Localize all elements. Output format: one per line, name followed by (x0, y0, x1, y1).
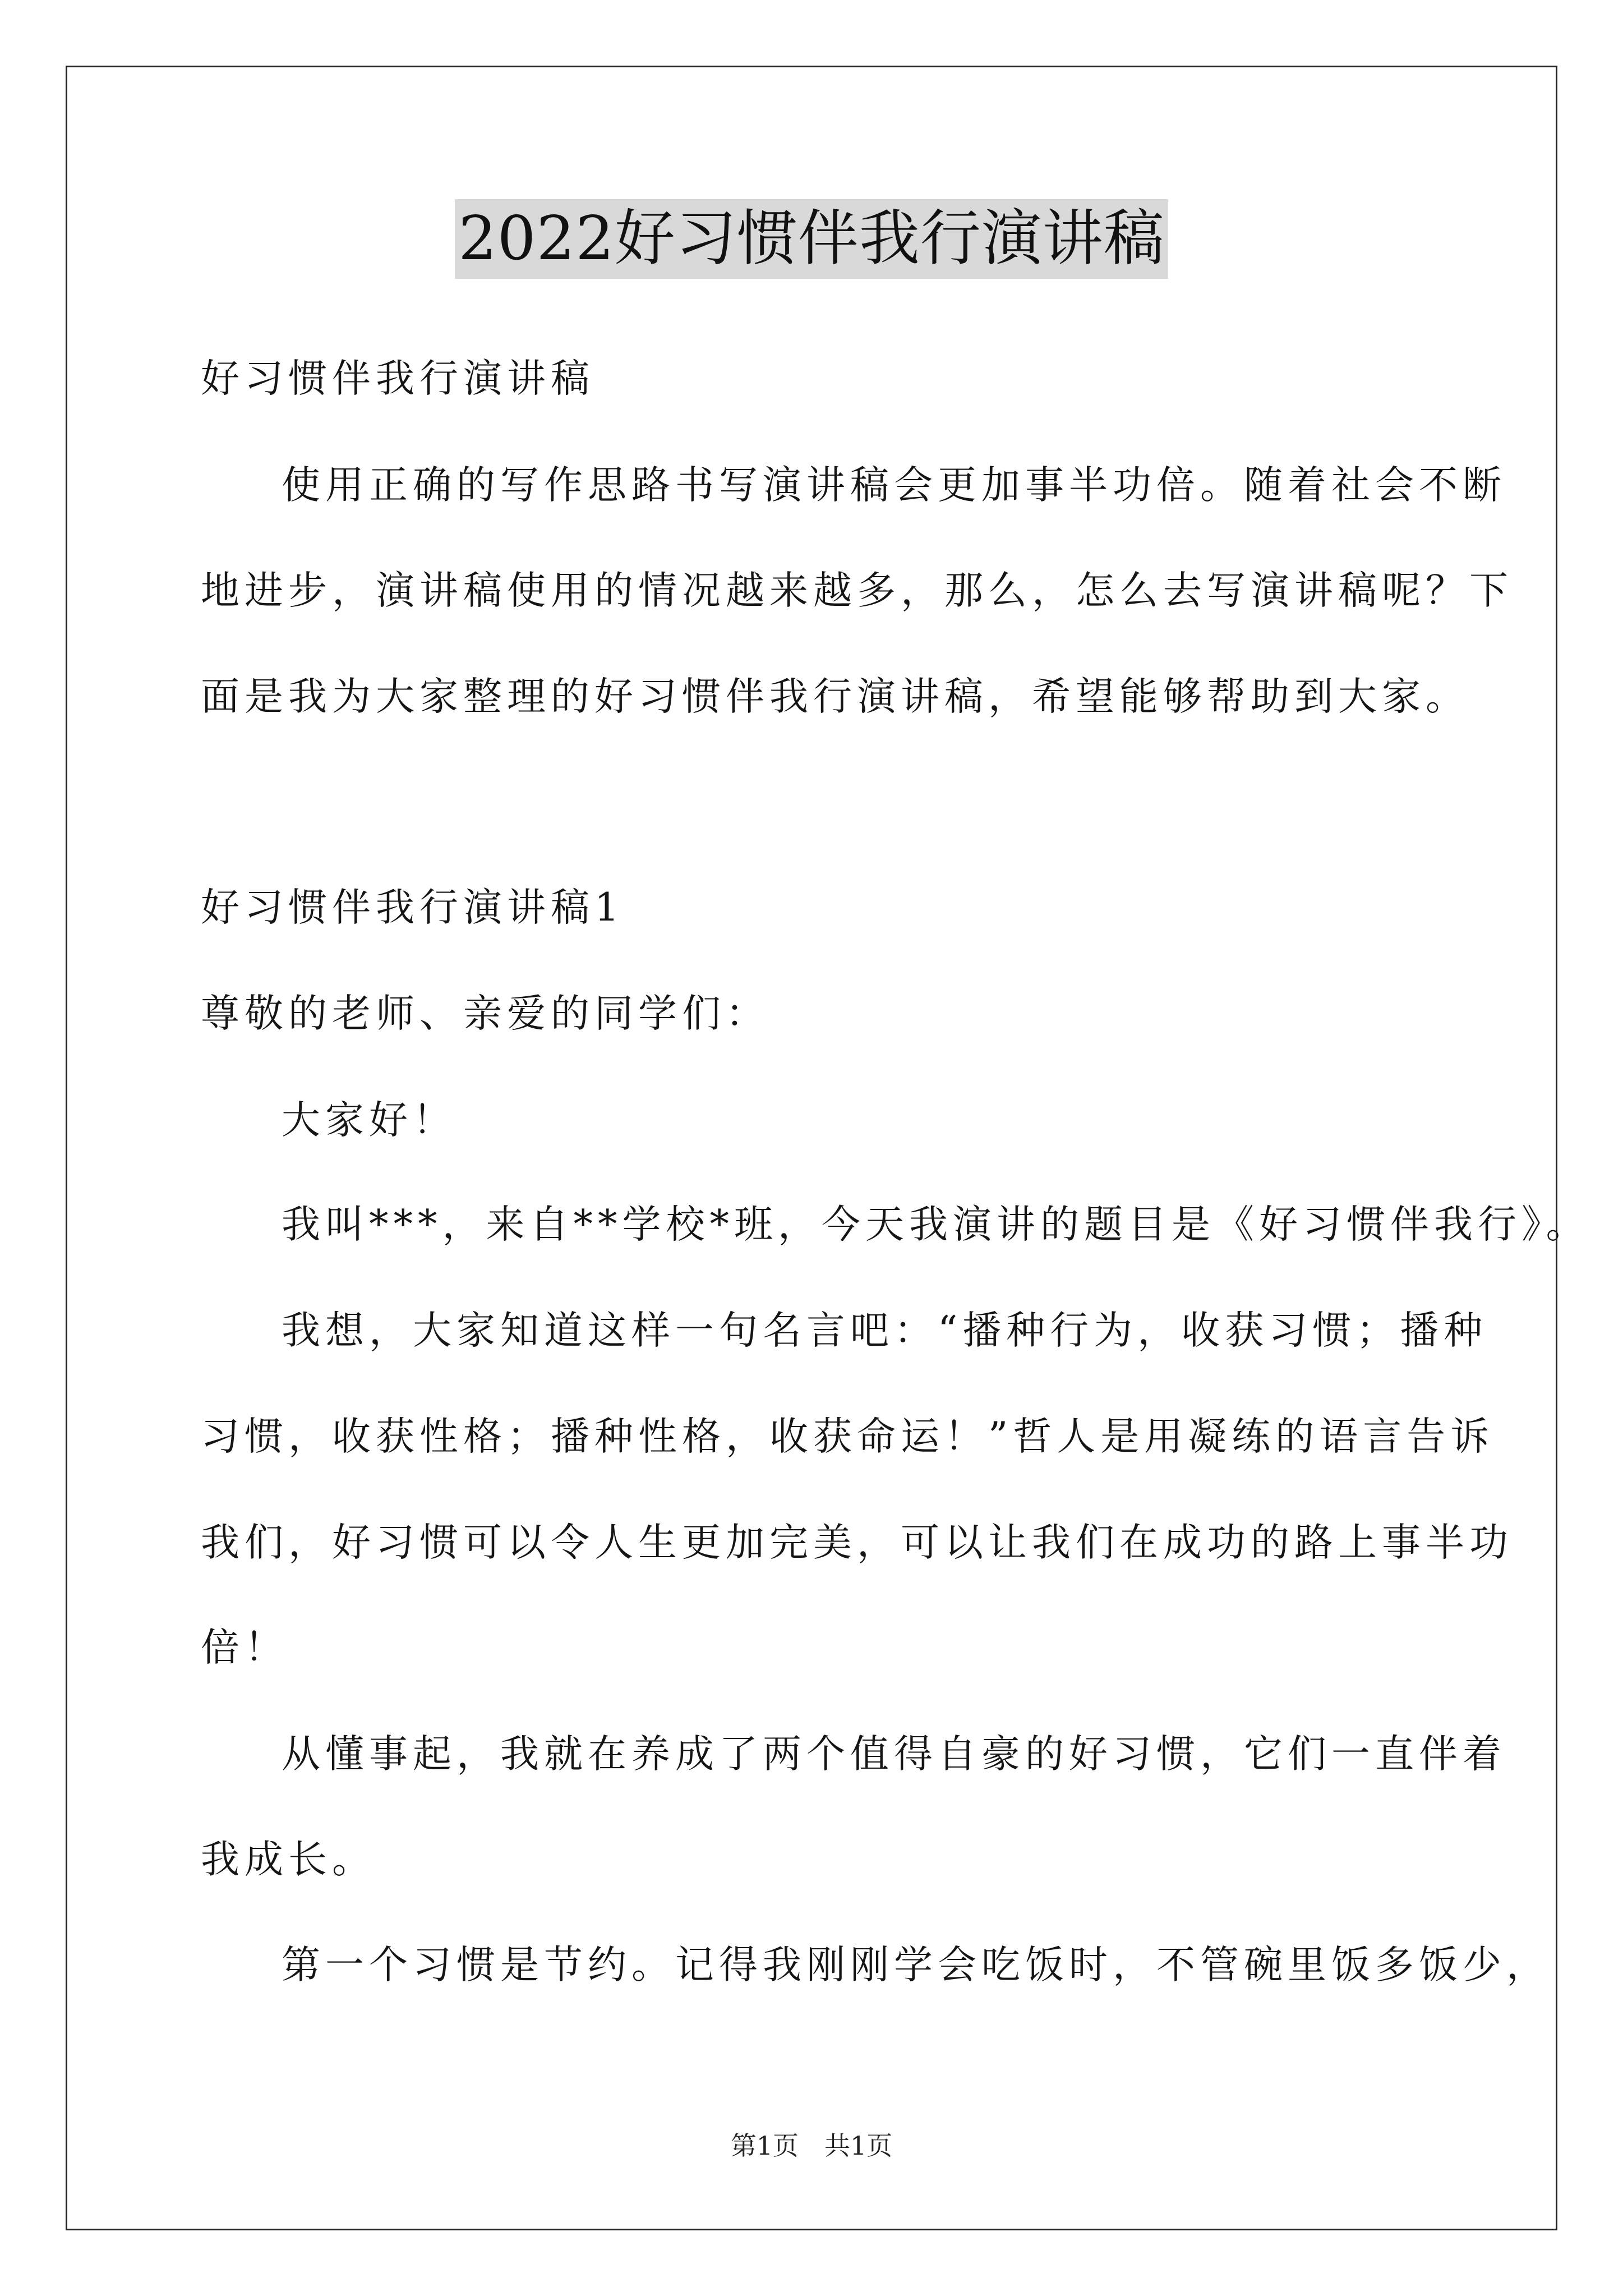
paragraph-line: 习惯，收获性格；播种性格，收获命运！”哲人是用凝练的语言告诉 (201, 1414, 1495, 1459)
paragraph-line: 倍！ (201, 1625, 288, 1670)
subtitle-line: 好习惯伴我行演讲稿 (201, 356, 594, 401)
paragraph-line: 地进步，演讲稿使用的情况越来越多，那么，怎么去写演讲稿呢？下 (201, 568, 1513, 613)
salutation-line: 尊敬的老师、亲爱的同学们： (201, 991, 769, 1036)
title-container (0, 199, 1623, 279)
paragraph-line: 我想，大家知道这样一句名言吧：“播种行为，收获习惯；播种 (282, 1308, 1488, 1353)
section-heading: 好习惯伴我行演讲稿1 (201, 885, 624, 930)
paragraph-line: 面是我为大家整理的好习惯伴我行演讲稿，希望能够帮助到大家。 (201, 674, 1469, 719)
page-footer: 第1页 共1页 (730, 2131, 893, 2161)
paragraph-line: 使用正确的写作思路书写演讲稿会更加事半功倍。随着社会不断 (282, 463, 1506, 508)
paragraph-line: 我叫***，来自**学校*班，今天我演讲的题目是《好习惯伴我行》。 (282, 1202, 1590, 1247)
paragraph-line: 我成长。 (201, 1837, 376, 1882)
paragraph-line: 从懂事起，我就在养成了两个值得自豪的好习惯，它们一直伴着 (282, 1732, 1506, 1777)
paragraph-line: 我们，好习惯可以令人生更加完美，可以让我们在成功的路上事半功 (201, 1520, 1513, 1565)
document-title: 2022好习惯伴我行演讲稿 (455, 199, 1168, 279)
greeting-line: 大家好！ (282, 1098, 457, 1143)
paragraph-line: 第一个习惯是节约。记得我刚刚学会吃饭时，不管碗里饭多饭少， (282, 1943, 1550, 1987)
